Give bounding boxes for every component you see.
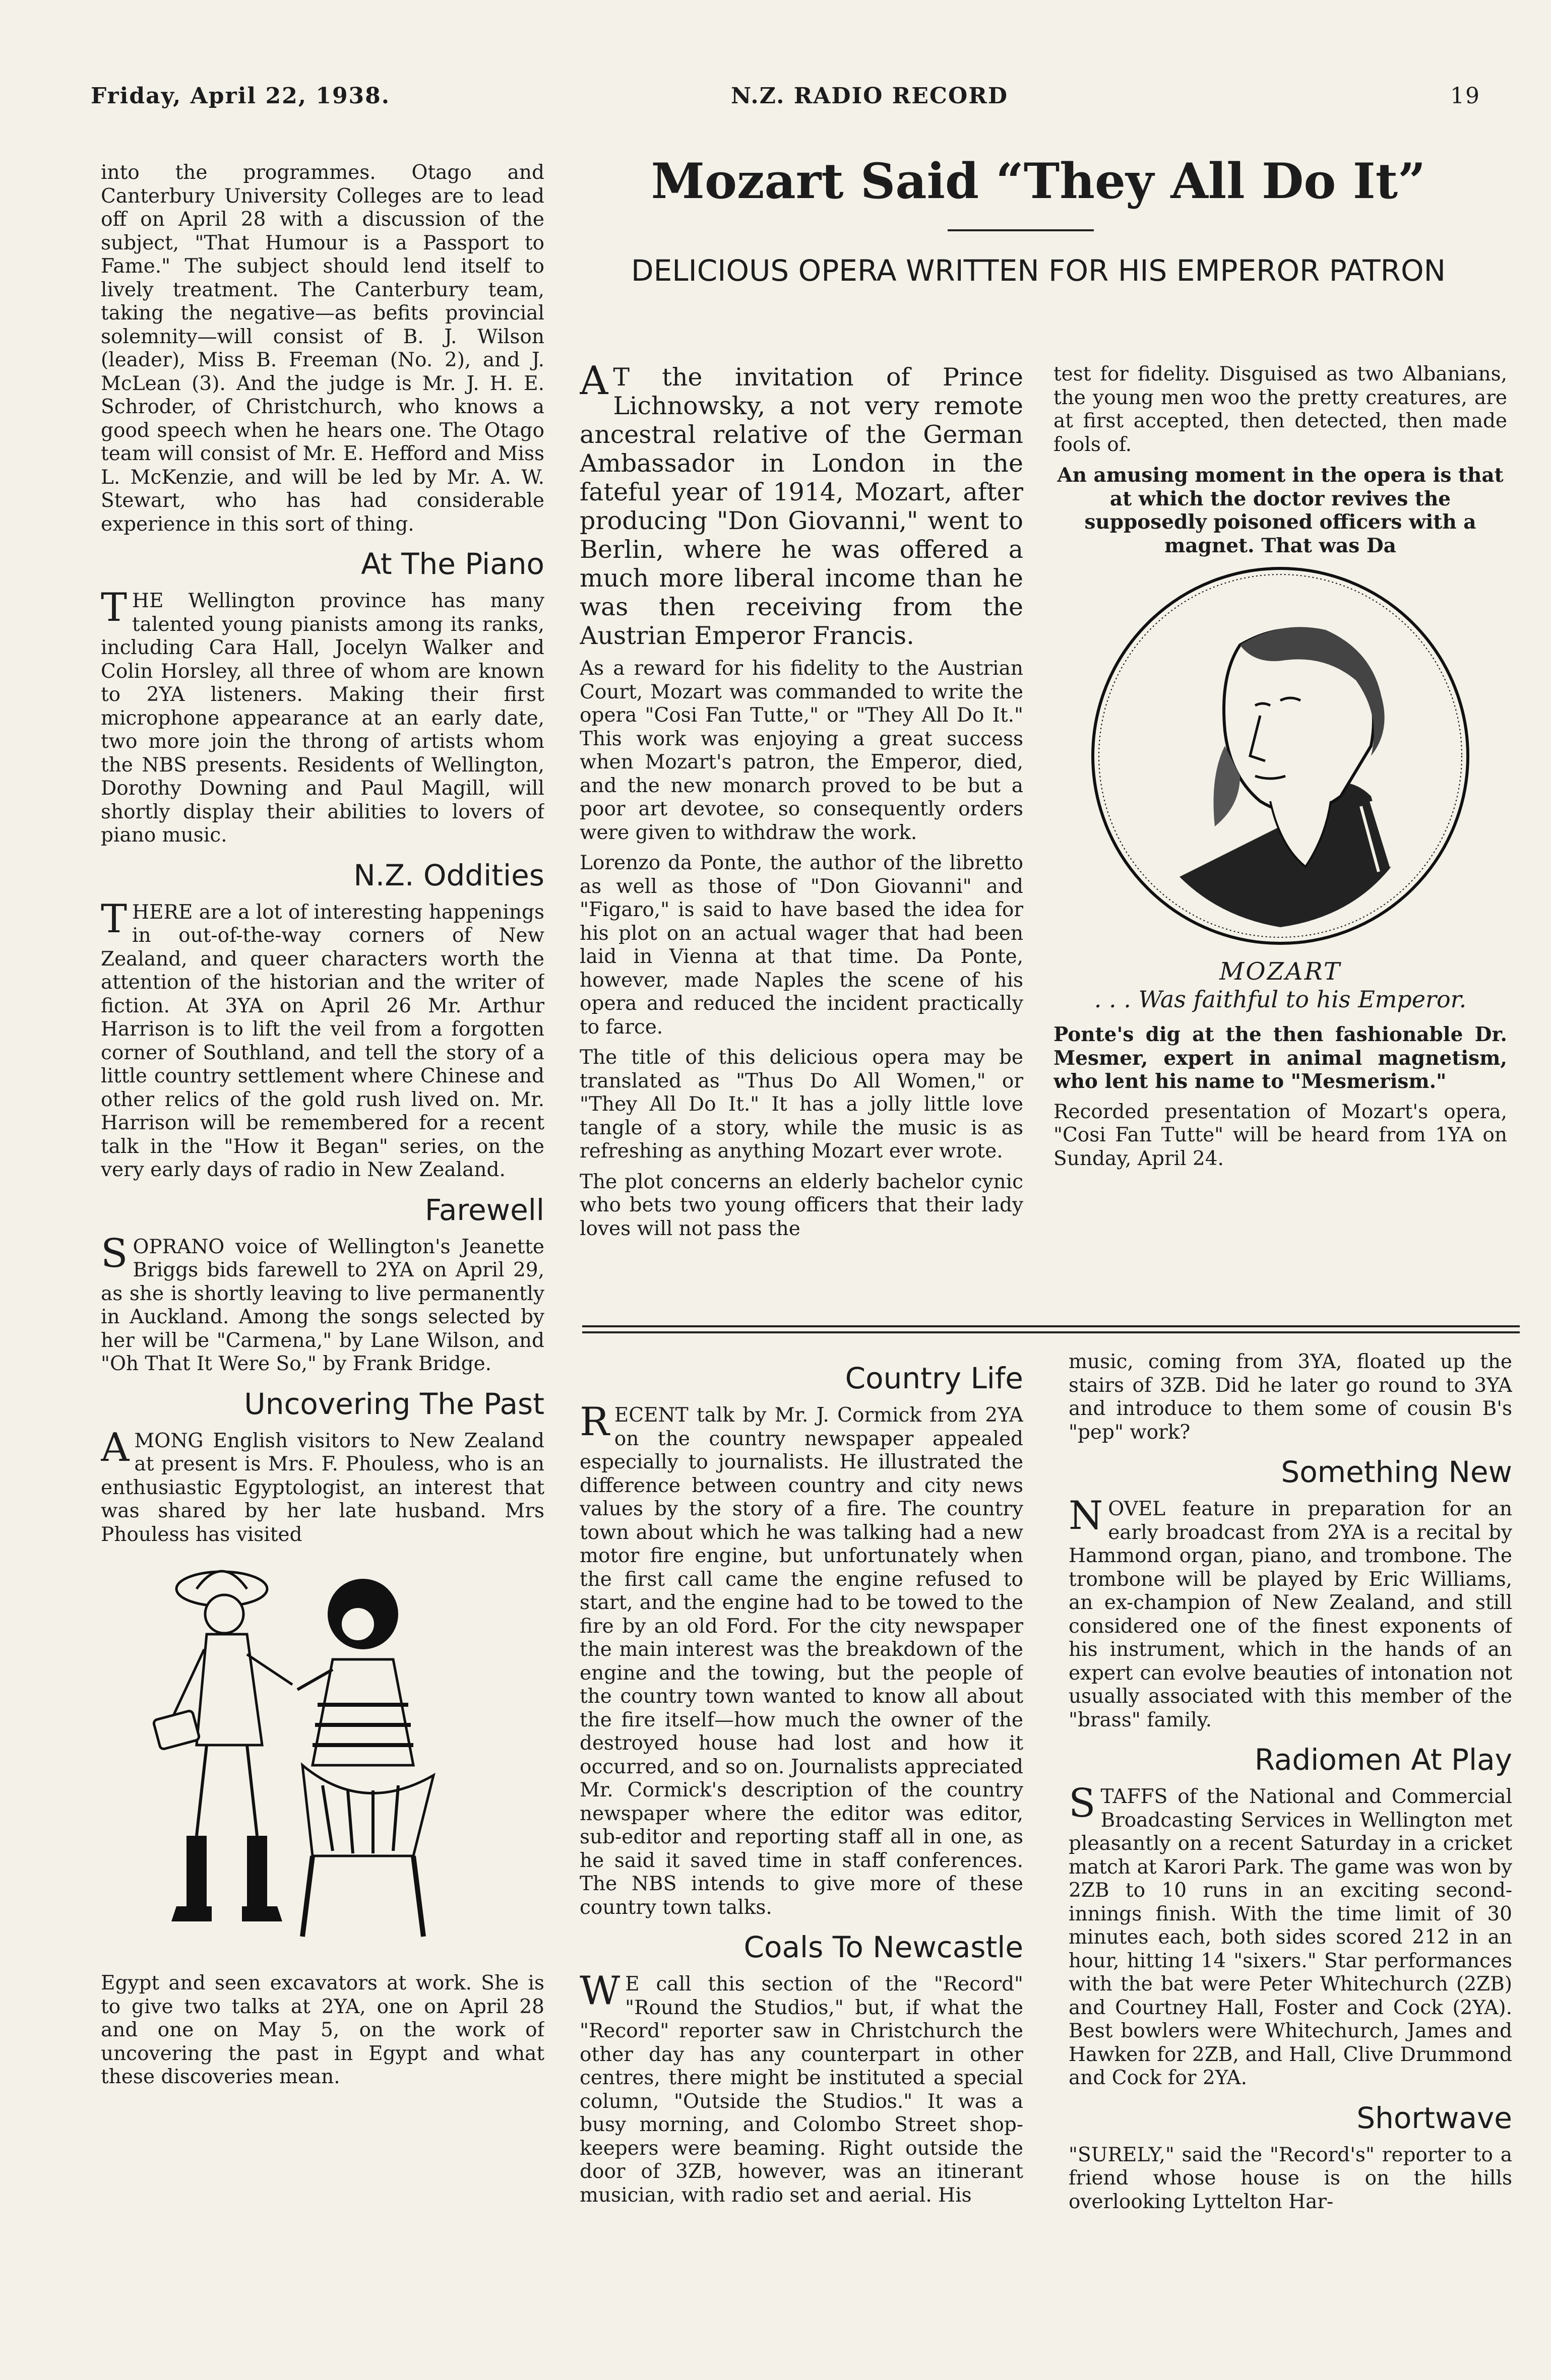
feature-paragraph-5: The plot concerns an elderly bachelor cynic who bets two young officers that their lady loves will not pass the [580,1170,1023,1240]
feature-right-paragraph-2: An amusing moment in the opera is that at which the doctor revives the supposedly poisoned officers with a magnet. That was Da [1057,464,1504,557]
column-left [101,161,544,2368]
radiomen-heading: Radiomen At Play [1254,1743,1512,1777]
issue-date: Friday, April 22, 1938. [91,83,391,109]
feature-right-paragraph-3: Ponte's dig at the then fashionable Dr. Mesmer, expert in animal magnetism, who lent his name to "Mesmerism." [1053,1023,1507,1093]
page-number: 19 [1450,83,1480,109]
section-divider-top [582,1325,1520,1327]
piano-body: THE Wellington province has many talented young pianists among its ranks, including Cara Hall, Jocelyn Walker and Colin Horsley, all three of whom are known to 2YA listeners. Making their first microphone appearance at an early date, two more join the throng of artists whom the NBS presents. Residents of Wellington, Dorothy Downing and Paul Magill, will shortly display their abilities to lovers of piano music. [101,585,544,847]
paper-name: N.Z. RADIO RECORD [731,83,1008,109]
column-middle [580,1350,1023,2368]
radiomen-body: STAFFS of the National and Commercial Broadcasting Services in Wellington met pleasantly on a recent Saturday in a cricket match at Karori Park. The game was won by 2ZB to 10 runs in an exciting second-innings finish. With the time limit of 30 minutes each, both sides scored 212 in an hour, hitting 14 "sixers." Star performances with the bat were Peter Whitechurch (2ZB) and Courtney Hall, Foster and Cock (2YA). Best bowlers were Whitechurch, James and Hawken for 2ZB, and Hall, Clive Drummond and Cock for 2YA. [1069,1781,1512,2089]
past-body: AMONG English visitors to New Zealand at present is Mrs. F. Phouless, who is an enthusiastic Egyptologist, an interest that was shared by her late husband. Mrs Phouless has visited [101,1425,544,1546]
past-continued: Egypt and seen excavators at work. She is to give two talks at 2YA, one on April 28 and one on May 5, on the work of uncovering the past in Egypt and what these discoveries mean. [101,1972,544,2088]
feature-subtitle: DELICIOUS OPERA WRITTEN FOR HIS EMPEROR PATRON [631,253,1446,288]
feature-column-b [1053,363,1507,1310]
section-divider-bottom [582,1331,1520,1333]
farewell-heading: Farewell [424,1192,544,1227]
country-body: RECENT talk by Mr. J. Cormick from 2YA on the country newspaper appealed especially to journalists. He illustrated the difference between country and city news values by the story of a fire. The country town about which he was talking had a new motor fire engine, but unfortunately when the first call came the engine refused to start, and the engine had to be towed to the fire by an old Ford. For the city newspaper the main interest was the breakdown of the engine and the towing, but the people of the country town wanted to know all about the fire itself—how much the owner of the destroyed house had lost and how it occurred, and so on. Journalists appreciated Mr. Cormick's description of the country newspaper where the editor was editor, sub-editor and reporting staff all in one, as he said it saved time in staff conferences. The NBS intends to give more of these country town talks. [580,1399,1023,1919]
oddities-heading: N.Z. Oddities [353,858,544,892]
masthead [91,83,1516,123]
portrait-caption-line: . . . Was faithful to his Emperor. [1094,986,1467,1013]
past-heading: Uncovering The Past [244,1386,544,1421]
feature-column-a [580,363,1023,1310]
title-rule [948,229,1094,231]
feature-right-paragraph-4: Recorded presentation of Mozart's opera, "Cosi Fan Tutte" will be heard from 1YA on Sunday, April 24. [1053,1100,1507,1170]
feature-paragraph-3: Lorenzo da Ponte, the author of the libretto as well as those of "Don Giovanni" and "Figaro," is said to have based the idea for his plot on an actual wager that had been laid in Vienna at that time. Da Ponte, however, made Naples the scene of his opera and reduced the incident practically to farce. [580,852,1023,1039]
intro-paragraph: into the programmes. Otago and Canterbury University Colleges are to lead off on April 28 with a discussion of the subject, "That Humour is a Passport to Fame." The subject should lend itself to lively treatment. The Canterbury team, taking the negative—as befits provincial solemnity—will consist of B. J. Wilson (leader), Miss B. Freeman (No. 2), and J. McLean (3). And the judge is Mr. J. H. E. Schroder, of Christchurch, who knows a good speech when he hears one. The Otago team will consist of Mr. E. Hefford and Miss L. McKenzie, and will be led by Mr. A. W. Stewart, who has had considerable experience in this sort of thing. [101,161,544,536]
cartoon-illustration [111,1554,464,1957]
feature-paragraph-2: As a reward for his fidelity to the Austrian Court, Mozart was commanded to write the opera "Cosi Fan Tutte," or "They All Do It." This work was enjoying a great success when Mozart's patron, the Emperor, died, and the new monarch proved to be but a poor art devotee, so consequently orders were given to withdraw the work. [580,657,1023,844]
country-heading: Country Life [845,1361,1023,1395]
farewell-body: SOPRANO voice of Wellington's Jeanette Briggs bids farewell to 2YA on April 29, as she is shortly leaving to live permanently in Auckland. Among the songs selected by her will be "Carmena," by Lane Wilson, and "Oh That It Were So," by Frank Bridge. [101,1231,544,1375]
something-new-heading: Something New [1281,1455,1512,1489]
oddities-body: THERE are a lot of interesting happenings in out-of-the-way corners of New Zealand, and queer characters worth the attention of the historian and the writer of fiction. At 3YA on April 26 Mr. Arthur Harrison is to lift the veil from a forgotten corner of Southland, and tell the story of a little country settlement where Chinese and other relics of the gold rush lived on. Mr. Harrison will be remembered for a recent talk in the "How it Began" series, on the very early days of radio in New Zealand. [101,896,544,1181]
shortwave-heading: Shortwave [1356,2100,1512,2135]
right-intro-paragraph: music, coming from 3YA, floated up the stairs of 3ZB. Did he later go round to 3YA and introduce to them some of cousin B's "pep" work? [1069,1350,1512,1444]
piano-heading: At The Piano [361,547,544,581]
column-right [1069,1350,1512,2368]
mozart-portrait [1089,564,1472,947]
feature-paragraph-1: AT the invitation of Prince Lichnowsky, a not very remote ancestral relative of the German Ambassador in London in the fateful year of 1914, Mozart, after producing "Don Giovanni," went to Berlin, where he was offered a much more liberal income than he was then receiving from the Austrian Emperor Francis. [580,363,1023,650]
feature-paragraph-4: The title of this delicious opera may be translated as "Thus Do All Women," or "They All Do It." It has a jolly little love tangle of a story, while the music is as refreshing as anything Mozart ever wrote. [580,1046,1023,1163]
coals-heading: Coals To Newcastle [743,1930,1023,1964]
shortwave-body: "SURELY," said the "Record's" reporter to a friend whose house is on the hills overlooking Lyttelton Har- [1069,2143,1512,2213]
portrait-caption-name: MOZART [1219,957,1341,986]
coals-body: WE call this section of the "Record" "Round the Studios," but, if what the "Record" reporter saw in Christchurch the other day has any counterpart in other centres, there might be instituted a special column, "Outside the Studios." It was a busy morning, and Colombo Street shop-keepers were beaming. Right outside the door of 3ZB, however, was an itinerant musician, with radio set and aerial. His [580,1968,1023,2207]
something-new-body: NOVEL feature in preparation for an early broadcast from 2YA is a recital by Hammond organ, piano, and trombone. The trombone will be played by Eric Williams, an ex-champion of New Zealand, and still considered one of the finest exponents of his instrument, which in the hands of an expert can evolve beauties of intonation not usually associated with this member of the "brass" family. [1069,1493,1512,1731]
feature-title: Mozart Said “They All Do It” [651,153,1426,210]
feature-right-paragraph-1: test for fidelity. Disguised as two Albanians, the young men woo the pretty creatures, are at first accepted, then detected, then made fools of. [1053,363,1507,456]
